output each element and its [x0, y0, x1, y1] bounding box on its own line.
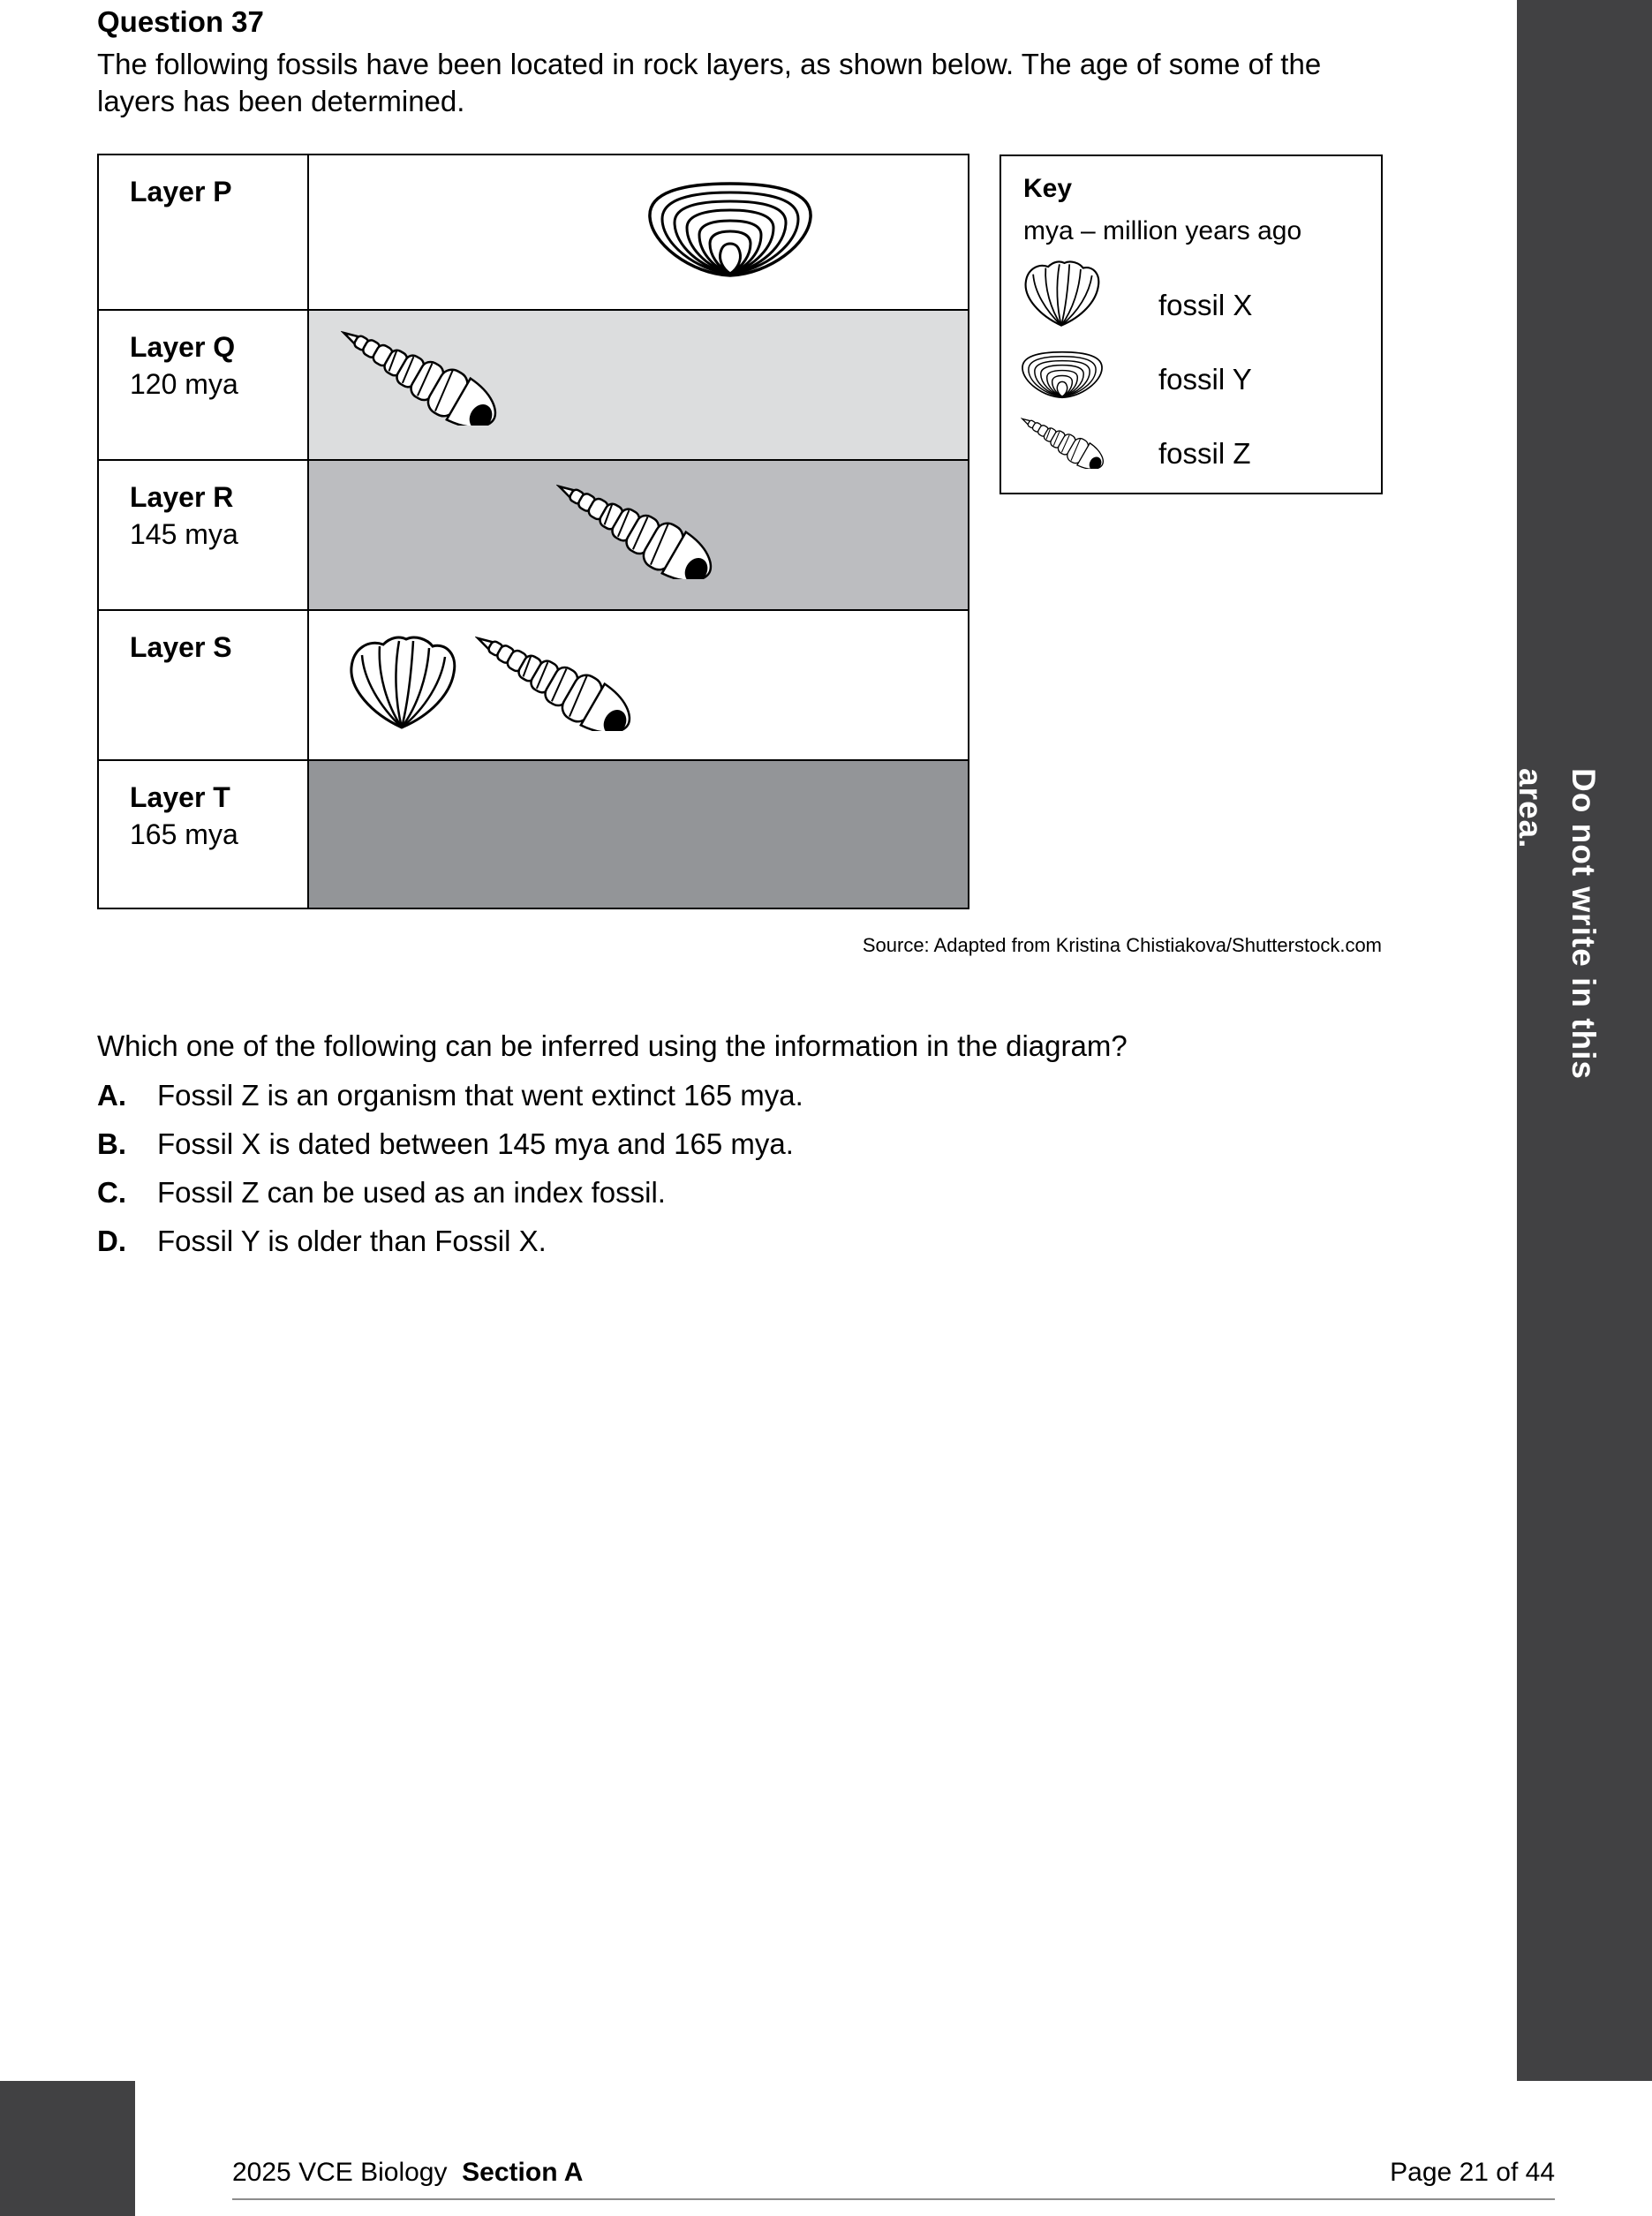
layer-age: 120 mya [130, 368, 238, 400]
layer-row-p [99, 155, 968, 309]
option-a [97, 1079, 803, 1112]
fossil-y-icon [1021, 350, 1104, 400]
fossil-x-icon [344, 636, 459, 733]
key-label-y: fossil Y [1158, 363, 1252, 396]
corner-block [0, 2081, 135, 2216]
footer-exam [232, 2158, 583, 2188]
image-source: Source: Adapted from Kristina Chistiakova/Shutterstock.com [862, 934, 1382, 956]
layer-fill [309, 461, 968, 609]
question-title: Question 37 [97, 5, 264, 38]
option-letter: D. [97, 1225, 126, 1257]
layer-row-r [99, 461, 968, 609]
layer-row-q [99, 311, 968, 459]
margin-note: Do not write in this area. [1512, 768, 1602, 1080]
option-b [97, 1127, 794, 1161]
layer-name: Layer Q [130, 331, 236, 363]
diagram-key [999, 155, 1383, 494]
layer-row-s [99, 611, 968, 759]
key-title: Key [1023, 174, 1073, 203]
footer-exam-name: 2025 VCE Biology [232, 2158, 448, 2187]
fossil-z-icon [1021, 416, 1105, 469]
fossil-z-icon [475, 634, 634, 731]
key-abbreviation: mya – million years ago [1023, 216, 1302, 245]
option-text: Fossil Z is an organism that went extinct 165 mya. [157, 1079, 803, 1112]
layer-fill [309, 761, 968, 908]
layer-age: 145 mya [130, 518, 238, 550]
layer-row-t [99, 761, 968, 908]
option-text: Fossil Y is older than Fossil X. [157, 1225, 547, 1257]
layer-label [99, 761, 309, 908]
layer-label [99, 311, 309, 459]
rock-layers-diagram [97, 154, 969, 909]
layer-name: Layer P [130, 176, 232, 207]
fossil-z-icon [556, 482, 715, 579]
layer-name: Layer T [130, 781, 230, 813]
question-intro: The following fossils have been located in rock layers, as shown below. The age of some of the layers has been determined. [97, 48, 1322, 117]
footer-section: Section A [462, 2158, 584, 2187]
layer-fill [309, 311, 968, 459]
key-label-x: fossil X [1158, 289, 1253, 321]
question-prompt: Which one of the following can be inferred using the information in the diagram? [97, 1029, 1128, 1062]
fossil-z-icon [341, 328, 500, 426]
layer-name: Layer S [130, 631, 232, 663]
footer-rule [232, 2198, 1555, 2200]
layer-label [99, 461, 309, 609]
fossil-y-icon [646, 182, 814, 279]
layer-fill [309, 611, 968, 759]
key-label-z: fossil Z [1158, 437, 1251, 470]
fossil-x-icon [1021, 260, 1102, 329]
layer-age: 165 mya [130, 818, 238, 850]
option-text: Fossil Z can be used as an index fossil. [157, 1176, 666, 1209]
option-d [97, 1225, 547, 1258]
option-letter: B. [97, 1127, 126, 1160]
layer-label [99, 611, 309, 759]
layer-name: Layer R [130, 481, 234, 513]
option-letter: C. [97, 1176, 126, 1209]
layer-fill [309, 155, 968, 309]
layer-label [99, 155, 309, 309]
option-letter: A. [97, 1079, 126, 1112]
footer-page-number: Page 21 of 44 [1390, 2158, 1555, 2187]
option-c [97, 1176, 666, 1210]
option-text: Fossil X is dated between 145 mya and 165 mya. [157, 1127, 794, 1160]
